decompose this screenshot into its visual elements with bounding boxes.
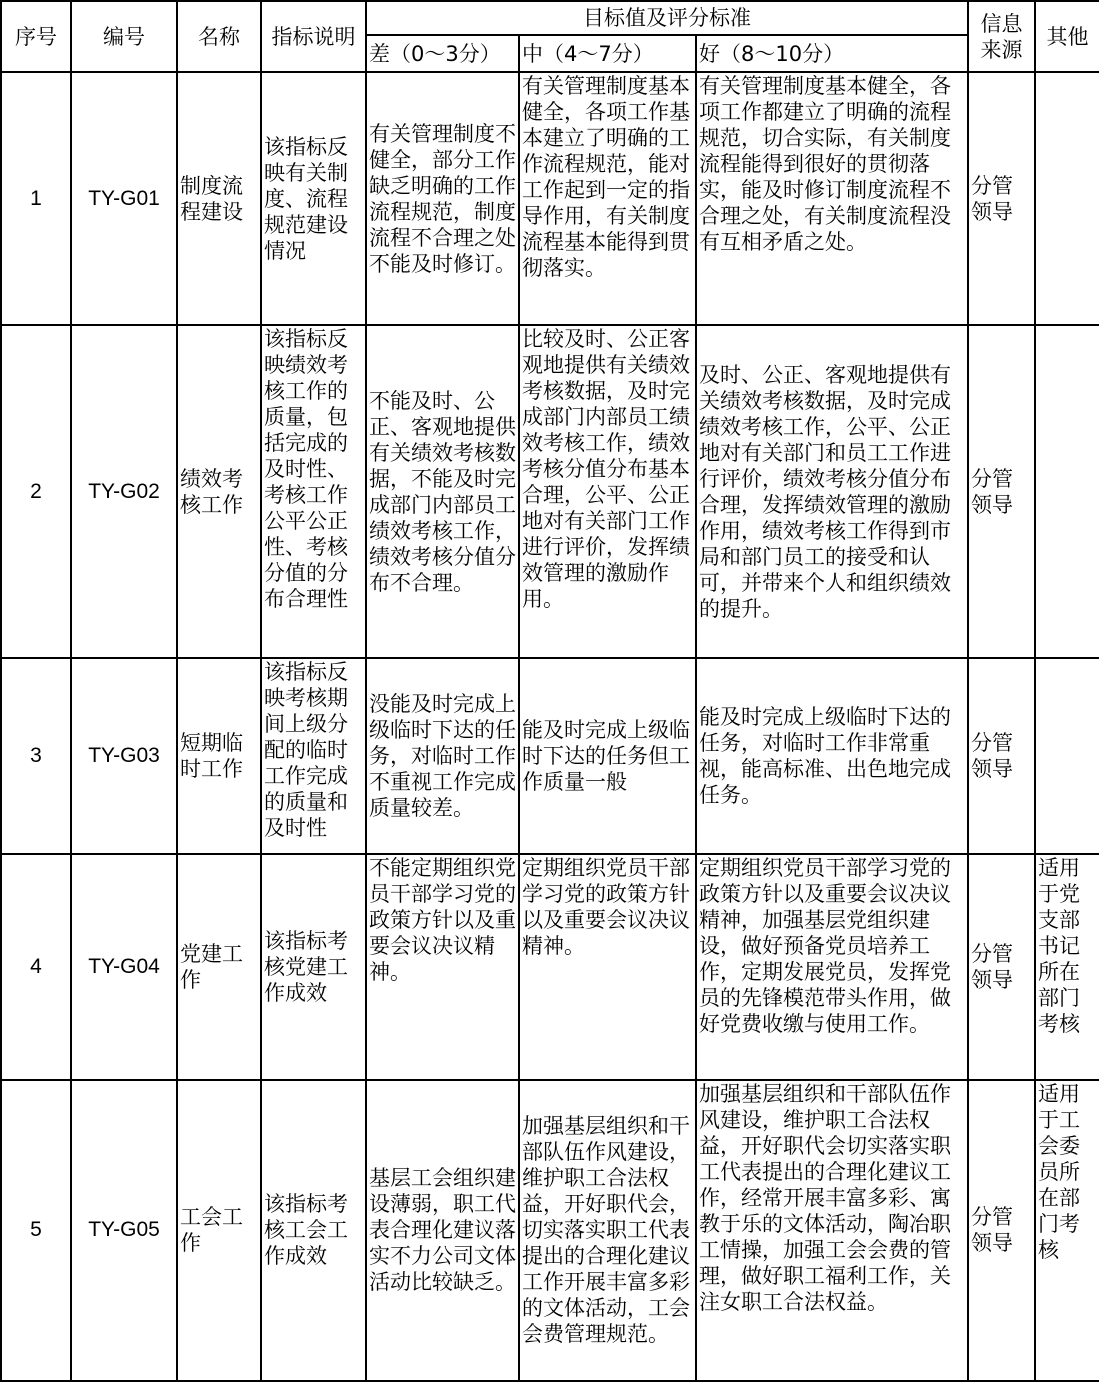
header-target: 目标值及评分标准 xyxy=(366,1,968,35)
cell-name: 短期临时工作 xyxy=(177,658,261,854)
cell-source: 分管领导 xyxy=(968,658,1035,854)
table-row xyxy=(1,658,1099,854)
header-seq: 序号 xyxy=(1,1,71,72)
cell-desc: 该指标考核工会工作成效 xyxy=(261,1080,366,1381)
header-name: 名称 xyxy=(177,1,261,72)
cell-other: 适用于党支部书记所在部门考核 xyxy=(1035,854,1099,1080)
header-poor: 差（0～3分） xyxy=(366,35,519,72)
cell-name: 工会工作 xyxy=(177,1080,261,1381)
cell-poor: 没能及时完成上级临时下达的任务，对临时工作不重视工作完成质量较差。 xyxy=(366,658,519,854)
header-good: 好（8～10分） xyxy=(696,35,968,72)
cell-code: TY-G04 xyxy=(71,854,177,1080)
cell-good: 定期组织党员干部学习党的政策方针以及重要会议决议精神，加强基层党组织建设，做好预备党员培养工作，定期发展党员，发挥党员的先锋模范带头作用，做好党费收缴与使用工作。 xyxy=(696,854,968,1080)
cell-good: 及时、公正、客观地提供有关绩效考核数据，及时完成绩效考核工作，公平、公正地对有关部门和员工工作进行评价，绩效考核分值分布合理，发挥绩效管理的激励作用，绩效考核工作得到市局和部门员工的接受和认可，并带来个人和组织绩效的提升。 xyxy=(696,325,968,658)
header-other: 其他 xyxy=(1035,1,1099,72)
cell-code: TY-G05 xyxy=(71,1080,177,1381)
cell-other: 适用于工会委员所在部门考核 xyxy=(1035,1080,1099,1381)
cell-good: 有关管理制度基本健全，各项工作都建立了明确的流程规范，切合实际，有关制度流程能得到很好的贯彻落实，能及时修订制度流程不合理之处，有关制度流程没有互相矛盾之处。 xyxy=(696,72,968,325)
cell-name: 党建工作 xyxy=(177,854,261,1080)
cell-seq: 1 xyxy=(1,72,71,325)
cell-source: 分管领导 xyxy=(968,1080,1035,1381)
cell-good: 能及时完成上级临时下达的任务，对临时工作非常重视，能高标准、出色地完成任务。 xyxy=(696,658,968,854)
header-desc: 指标说明 xyxy=(261,1,366,72)
cell-seq: 3 xyxy=(1,658,71,854)
cell-source: 分管领导 xyxy=(968,854,1035,1080)
header-source: 信息来源 xyxy=(968,1,1035,72)
table-row xyxy=(1,72,1099,325)
cell-mid: 能及时完成上级临时下达的任务但工作质量一般 xyxy=(519,658,696,854)
table-row xyxy=(1,854,1099,1080)
cell-code: TY-G02 xyxy=(71,325,177,658)
cell-source: 分管领导 xyxy=(968,325,1035,658)
cell-other xyxy=(1035,72,1099,325)
cell-poor: 基层工会组织建设薄弱，职工代表合理化建议落实不力公司文体活动比较缺乏。 xyxy=(366,1080,519,1381)
cell-other xyxy=(1035,658,1099,854)
cell-seq: 5 xyxy=(1,1080,71,1381)
table-row xyxy=(1,325,1099,658)
cell-other xyxy=(1035,325,1099,658)
cell-source: 分管领导 xyxy=(968,72,1035,325)
cell-seq: 2 xyxy=(1,325,71,658)
cell-code: TY-G03 xyxy=(71,658,177,854)
header-mid: 中（4～7分） xyxy=(519,35,696,72)
cell-seq: 4 xyxy=(1,854,71,1080)
cell-poor: 有关管理制度不健全，部分工作缺乏明确的工作流程规范，制度流程不合理之处不能及时修订。 xyxy=(366,72,519,325)
cell-poor: 不能定期组织党员干部学习党的政策方针以及重要会议决议精神。 xyxy=(366,854,519,1080)
header-code: 编号 xyxy=(71,1,177,72)
cell-desc: 该指标反映考核期间上级分配的临时工作完成的质量和及时性 xyxy=(261,658,366,854)
cell-code: TY-G01 xyxy=(71,72,177,325)
cell-mid: 定期组织党员干部学习党的政策方针以及重要会议决议精神。 xyxy=(519,854,696,1080)
cell-mid: 比较及时、公正客观地提供有关绩效考核数据，及时完成部门内部员工绩效考核工作，绩效考核分值分布基本合理，公平、公正地对有关部门工作进行评价，发挥绩效管理的激励作用。 xyxy=(519,325,696,658)
cell-good: 加强基层组织和干部队伍作风建设，维护职工合法权益，开好职代会切实落实职工代表提出的合理化建议工作，经常开展丰富多彩、寓教于乐的文体活动，陶冶职工情操，加强工会会费的管理，做好职工福利工作，关注女职工合法权益。 xyxy=(696,1080,968,1381)
table-row xyxy=(1,1080,1099,1381)
cell-desc: 该指标反映绩效考核工作的质量，包括完成的及时性、考核工作公平公正性、考核分值的分布合理性 xyxy=(261,325,366,658)
cell-desc: 该指标反映有关制度、流程规范建设情况 xyxy=(261,72,366,325)
header-row-top xyxy=(1,1,1099,35)
cell-poor: 不能及时、公正、客观地提供有关绩效考核数据，不能及时完成部门内部员工绩效考核工作，绩效考核分值分布不合理。 xyxy=(366,325,519,658)
cell-name: 绩效考核工作 xyxy=(177,325,261,658)
cell-desc: 该指标考核党建工作成效 xyxy=(261,854,366,1080)
cell-mid: 有关管理制度基本健全，各项工作基本建立了明确的工作流程规范，能对工作起到一定的指导作用，有关制度流程基本能得到贯彻落实。 xyxy=(519,72,696,325)
cell-mid: 加强基层组织和干部队伍作风建设，维护职工合法权益，开好职代会，切实落实职工代表提出的合理化建议工作开展丰富多彩的文体活动，工会会费管理规范。 xyxy=(519,1080,696,1381)
cell-name: 制度流程建设 xyxy=(177,72,261,325)
